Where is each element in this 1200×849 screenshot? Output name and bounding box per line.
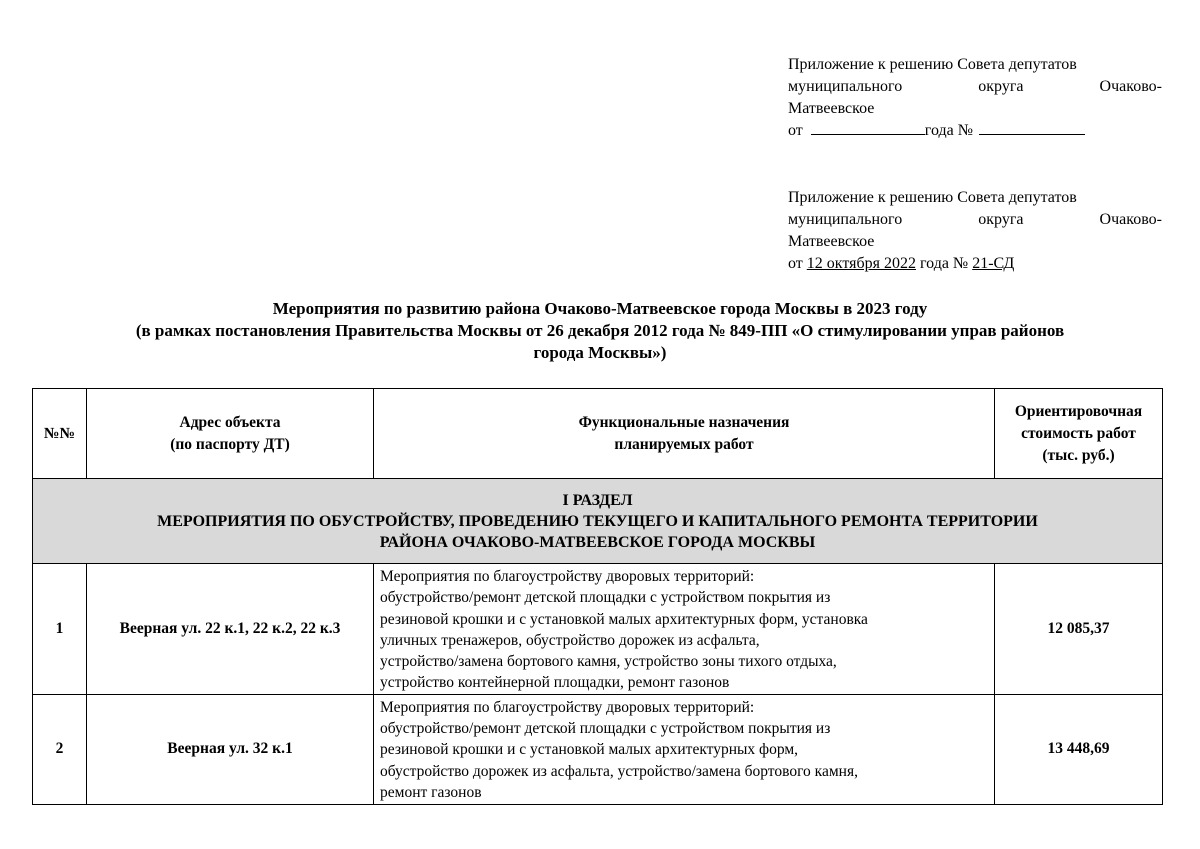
desc-line: устройство/замена бортового камня, устройство зоны тихого отдыха, — [380, 653, 837, 671]
desc-line: ремонт газонов — [380, 783, 482, 801]
annex-current-god-no: года № — [919, 255, 969, 272]
annex-draft-word: округа — [978, 78, 1024, 95]
desc-line: Мероприятия по благоустройству дворовых территорий: — [380, 568, 755, 585]
table-row — [33, 564, 1163, 695]
section-line: I РАЗДЕЛ — [562, 491, 633, 509]
row-address: Веерная ул. 22 к.1, 22 к.2, 22 к.3 — [87, 564, 374, 695]
section-title — [33, 479, 1163, 564]
header-cost-line: Ориентировочная — [1014, 402, 1143, 420]
works-table — [32, 388, 1163, 805]
annex-current-ot: от — [788, 255, 803, 272]
annex-current-word: Очаково- — [1099, 211, 1162, 228]
annex-draft-word: Очаково- — [1099, 78, 1162, 95]
row-description — [374, 694, 995, 804]
header-cost-line: (тыс. руб.) — [1042, 446, 1115, 464]
row-cost: 13 448,69 — [995, 694, 1163, 804]
header-cost-line: стоимость работ — [1021, 424, 1136, 442]
section-line: РАЙОНА ОЧАКОВО-МАТВЕЕВСКОЕ ГОРОДА МОСКВЫ — [379, 533, 816, 551]
annex-current — [788, 187, 1162, 275]
header-num: №№ — [33, 389, 87, 479]
annex-draft-word: муниципального — [788, 78, 903, 95]
annex-draft-god-no: года № — [924, 122, 973, 139]
date-blank — [811, 120, 925, 135]
row-num: 1 — [33, 564, 87, 695]
annex-current-date: 12 октября 2022 — [806, 255, 916, 272]
row-cost: 12 085,37 — [995, 564, 1163, 695]
row-address: Веерная ул. 32 к.1 — [87, 694, 374, 804]
annex-current-line3: Матвеевское — [788, 233, 875, 250]
annex-current-number: 21-СД — [972, 255, 1015, 272]
header-address-line: (по паспорту ДТ) — [170, 435, 290, 453]
title-line1: Мероприятия по развитию района Очаково-Матвеевское города Москвы в 2023 году — [272, 299, 928, 318]
header-function-line: Функциональные назначения — [578, 413, 790, 431]
row-num: 2 — [33, 694, 87, 804]
desc-line: обустройство дорожек из асфальта, устройство/замена бортового камня, — [380, 762, 858, 780]
annex-draft-date-line — [788, 120, 1162, 142]
header-address-line: Адрес объекта — [179, 413, 281, 431]
table-header-row — [33, 389, 1163, 479]
annex-draft-ot: от — [788, 122, 803, 139]
title-line3: города Москвы») — [533, 343, 667, 362]
annex-current-word: муниципального — [788, 211, 903, 228]
annex-current-line1: Приложение к решению Совета депутатов — [788, 189, 1077, 206]
desc-line: устройство контейнерной площадки, ремонт газонов — [380, 674, 730, 692]
annex-draft-line1: Приложение к решению Совета депутатов — [788, 56, 1077, 73]
desc-line: обустройство/ремонт детской площадки с устройством покрытия из — [380, 589, 831, 607]
annex-current-word: округа — [978, 211, 1024, 228]
header-address — [87, 389, 374, 479]
annex-current-date-line — [788, 253, 1162, 275]
section-row — [33, 479, 1163, 564]
desc-line: Мероприятия по благоустройству дворовых территорий: — [380, 698, 755, 716]
row-description — [374, 564, 995, 695]
document-title — [40, 298, 1160, 364]
number-blank — [979, 120, 1085, 135]
title-line2: (в рамках постановления Правительства Москвы от 26 декабря 2012 года № 849-ПП «О стимулировании управ районов — [135, 321, 1065, 340]
header-function — [374, 389, 995, 479]
table-row — [33, 694, 1163, 804]
annex-draft-line3: Матвеевское — [788, 100, 875, 117]
desc-line: обустройство/ремонт детской площадки с устройством покрытия из — [380, 720, 831, 738]
desc-line: уличных тренажеров, обустройство дорожек из асфальта, — [380, 631, 760, 649]
header-function-line: планируемых работ — [614, 435, 754, 453]
section-line: МЕРОПРИЯТИЯ ПО ОБУСТРОЙСТВУ, ПРОВЕДЕНИЮ ТЕКУЩЕГО И КАПИТАЛЬНОГО РЕМОНТА ТЕРРИТОРИИ — [157, 512, 1038, 530]
desc-line: резиновой крошки и с установкой малых архитектурных форм, установка — [380, 610, 868, 628]
desc-line: резиновой крошки и с установкой малых архитектурных форм, — [380, 741, 799, 759]
annex-current-line2 — [788, 209, 1162, 231]
annex-draft — [788, 54, 1162, 142]
annex-draft-line2 — [788, 76, 1162, 98]
header-cost — [995, 389, 1163, 479]
